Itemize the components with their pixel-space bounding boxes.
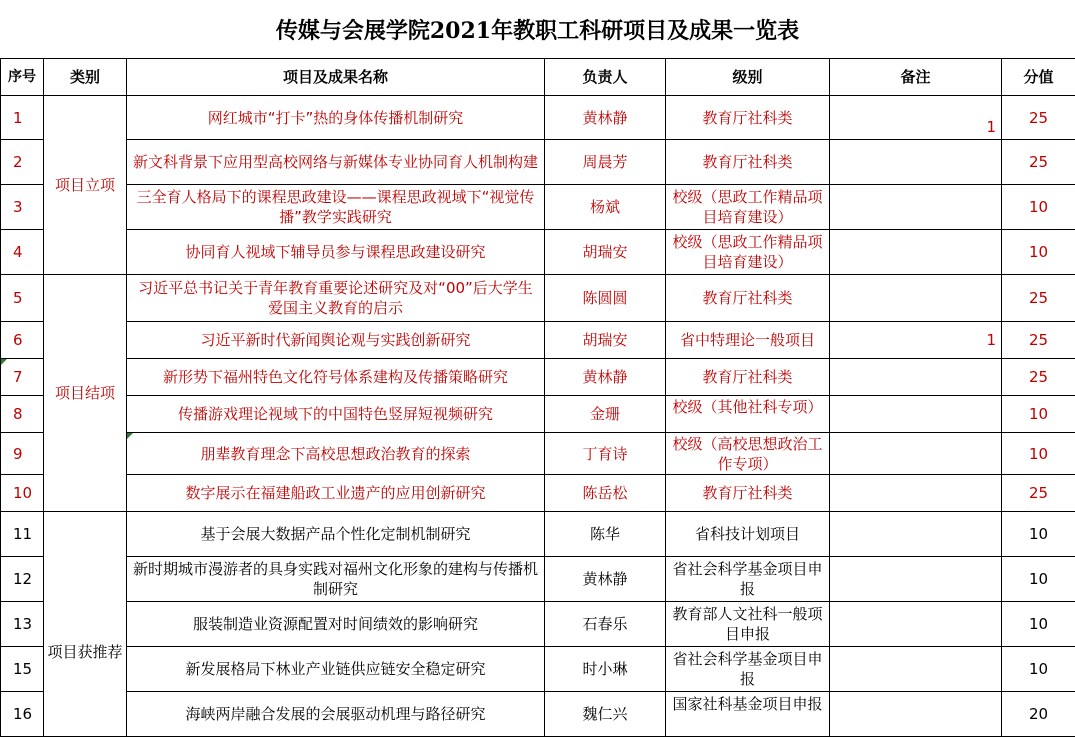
owner-cell[interactable]: 陈岳松 xyxy=(545,475,666,512)
seq-cell[interactable] xyxy=(1,359,44,396)
header-name: 项目及成果名称 xyxy=(127,59,545,96)
seq-cell[interactable]: 12 xyxy=(1,557,44,602)
note-cell[interactable] xyxy=(830,396,1002,433)
score-cell[interactable]: 10 xyxy=(1002,396,1075,433)
seq-cell[interactable]: 9 xyxy=(1,433,44,475)
level-cell[interactable]: 省社会科学基金项目申报 xyxy=(666,557,830,602)
score-cell[interactable]: 25 xyxy=(1002,96,1075,140)
seq-cell[interactable]: 15 xyxy=(1,647,44,692)
score-cell[interactable]: 25 xyxy=(1002,475,1075,512)
owner-cell[interactable]: 丁育诗 xyxy=(545,433,666,475)
seq-cell[interactable]: 13 xyxy=(1,602,44,647)
seq-cell[interactable]: 4 xyxy=(1,230,44,275)
owner-cell[interactable]: 陈圆圆 xyxy=(545,275,666,322)
note-value: 1 xyxy=(986,330,996,350)
owner-cell[interactable]: 金珊 xyxy=(545,396,666,433)
owner-cell[interactable]: 魏仁兴 xyxy=(545,692,666,737)
level-cell[interactable]: 校级（高校思想政治工作专项） xyxy=(666,433,830,475)
table-row xyxy=(1,185,1075,230)
note-cell[interactable] xyxy=(830,359,1002,396)
level-cell[interactable]: 教育厅社科类 xyxy=(666,96,830,140)
projects-table xyxy=(0,58,1075,737)
name-cell[interactable]: 三全育人格局下的课程思政建设——课程思政视域下“视觉传播”教学实践研究 xyxy=(127,185,545,230)
owner-cell[interactable]: 时小琳 xyxy=(545,647,666,692)
level-cell[interactable]: 教育厅社科类 xyxy=(666,140,830,185)
score-cell[interactable]: 25 xyxy=(1002,322,1075,359)
score-cell[interactable]: 10 xyxy=(1002,230,1075,275)
score-cell[interactable]: 10 xyxy=(1002,433,1075,475)
score-cell[interactable]: 10 xyxy=(1002,512,1075,557)
owner-cell[interactable]: 陈华 xyxy=(545,512,666,557)
seq-cell[interactable]: 3 xyxy=(1,185,44,230)
level-cell[interactable]: 校级（思政工作精品项目培育建设） xyxy=(666,185,830,230)
note-cell[interactable] xyxy=(830,230,1002,275)
name-cell[interactable]: 海峡两岸融合发展的会展驱动机理与路径研究 xyxy=(127,692,545,737)
score-cell[interactable]: 25 xyxy=(1002,275,1075,322)
level-cell[interactable]: 校级（思政工作精品项目培育建设） xyxy=(666,230,830,275)
seq-value: 7 xyxy=(13,368,23,386)
header-seq: 序号 xyxy=(1,59,44,96)
note-cell[interactable] xyxy=(830,602,1002,647)
note-cell[interactable] xyxy=(830,96,1002,140)
note-cell[interactable] xyxy=(830,433,1002,475)
owner-cell[interactable]: 杨斌 xyxy=(545,185,666,230)
seq-cell[interactable]: 5 xyxy=(1,275,44,322)
level-cell[interactable]: 省科技计划项目 xyxy=(666,512,830,557)
note-cell[interactable] xyxy=(830,275,1002,322)
cell-comment-marker xyxy=(127,433,133,439)
score-cell[interactable]: 25 xyxy=(1002,359,1075,396)
seq-cell[interactable]: 11 xyxy=(1,512,44,557)
category-cell-recommended[interactable]: 项目获推荐 xyxy=(44,512,127,737)
name-cell[interactable]: 网红城市“打卡”热的身体传播机制研究 xyxy=(127,96,545,140)
level-cell[interactable]: 教育厅社科类 xyxy=(666,475,830,512)
table-row xyxy=(1,322,1075,359)
cell-comment-marker xyxy=(1,359,7,365)
table-row xyxy=(1,396,1075,433)
score-cell[interactable]: 10 xyxy=(1002,602,1075,647)
seq-cell[interactable]: 6 xyxy=(1,322,44,359)
score-cell[interactable]: 25 xyxy=(1002,140,1075,185)
name-cell[interactable]: 数字展示在福建船政工业遗产的应用创新研究 xyxy=(127,475,545,512)
note-cell[interactable] xyxy=(830,475,1002,512)
table-row xyxy=(1,512,1075,557)
seq-cell[interactable]: 8 xyxy=(1,396,44,433)
score-cell[interactable]: 10 xyxy=(1002,557,1075,602)
table-row xyxy=(1,557,1075,602)
owner-cell[interactable]: 周晨芳 xyxy=(545,140,666,185)
seq-cell[interactable]: 16 xyxy=(1,692,44,737)
table-row xyxy=(1,433,1075,475)
table-row xyxy=(1,602,1075,647)
owner-cell[interactable]: 石春乐 xyxy=(545,602,666,647)
level-cell[interactable]: 省社会科学基金项目申报 xyxy=(666,647,830,692)
level-cell[interactable]: 校级（其他社科专项） xyxy=(666,396,830,433)
score-cell[interactable]: 10 xyxy=(1002,647,1075,692)
table-row xyxy=(1,275,1075,322)
header-level: 级别 xyxy=(666,59,830,96)
table-row xyxy=(1,647,1075,692)
name-cell[interactable]: 传播游戏理论视域下的中国特色竖屏短视频研究 xyxy=(127,396,545,433)
level-cell[interactable]: 国家社科基金项目申报 xyxy=(666,692,830,737)
name-cell[interactable]: 基于会展大数据产品个性化定制机制研究 xyxy=(127,512,545,557)
table-row xyxy=(1,230,1075,275)
name-cell[interactable]: 习近平新时代新闻舆论观与实践创新研究 xyxy=(127,322,545,359)
table-row xyxy=(1,96,1075,140)
note-cell[interactable] xyxy=(830,647,1002,692)
note-cell[interactable] xyxy=(830,322,1002,359)
name-cell[interactable]: 协同育人视域下辅导员参与课程思政建设研究 xyxy=(127,230,545,275)
header-category: 类别 xyxy=(44,59,127,96)
seq-cell[interactable]: 2 xyxy=(1,140,44,185)
score-cell[interactable]: 10 xyxy=(1002,185,1075,230)
note-cell[interactable] xyxy=(830,140,1002,185)
score-cell[interactable]: 20 xyxy=(1002,692,1075,737)
level-cell[interactable]: 教育厅社科类 xyxy=(666,359,830,396)
name-cell[interactable]: 习近平总书记关于青年教育重要论述研究及对“00”后大学生爱国主义教育的启示 xyxy=(127,275,545,322)
page-title: 传媒与会展学院2021年教职工科研项目及成果一览表 xyxy=(0,0,1075,58)
level-cell[interactable]: 省中特理论一般项目 xyxy=(666,322,830,359)
owner-cell[interactable]: 黄林静 xyxy=(545,359,666,396)
note-cell[interactable] xyxy=(830,557,1002,602)
header-note: 备注 xyxy=(830,59,1002,96)
table-row xyxy=(1,359,1075,396)
level-cell[interactable]: 教育部人文社科一般项目申报 xyxy=(666,602,830,647)
owner-cell[interactable]: 黄林静 xyxy=(545,557,666,602)
category-cell-established[interactable]: 项目立项 xyxy=(44,96,127,275)
seq-cell[interactable]: 1 xyxy=(1,96,44,140)
header-score: 分值 xyxy=(1002,59,1075,96)
name-value: 朋辈教育理念下高校思想政治教育的探索 xyxy=(200,445,470,463)
owner-cell[interactable]: 胡瑞安 xyxy=(545,322,666,359)
level-cell[interactable]: 教育厅社科类 xyxy=(666,275,830,322)
owner-cell[interactable]: 黄林静 xyxy=(545,96,666,140)
note-value: 1 xyxy=(986,117,996,137)
name-cell[interactable]: 新时期城市漫游者的具身实践对福州文化形象的建构与传播机制研究 xyxy=(127,557,545,602)
table-row xyxy=(1,692,1075,737)
name-cell[interactable]: 新发展格局下林业产业链供应链安全稳定研究 xyxy=(127,647,545,692)
category-cell-completed[interactable]: 项目结项 xyxy=(44,275,127,512)
note-cell[interactable] xyxy=(830,512,1002,557)
seq-cell[interactable]: 10 xyxy=(1,475,44,512)
owner-cell[interactable]: 胡瑞安 xyxy=(545,230,666,275)
header-owner: 负责人 xyxy=(545,59,666,96)
note-cell[interactable] xyxy=(830,185,1002,230)
table-row xyxy=(1,140,1075,185)
name-cell[interactable] xyxy=(127,433,545,475)
name-cell[interactable]: 服装制造业资源配置对时间绩效的影响研究 xyxy=(127,602,545,647)
header-row xyxy=(1,59,1075,96)
name-cell[interactable]: 新形势下福州特色文化符号体系建构及传播策略研究 xyxy=(127,359,545,396)
name-cell[interactable]: 新文科背景下应用型高校网络与新媒体专业协同育人机制构建 xyxy=(127,140,545,185)
note-cell[interactable] xyxy=(830,692,1002,737)
table-row xyxy=(1,475,1075,512)
